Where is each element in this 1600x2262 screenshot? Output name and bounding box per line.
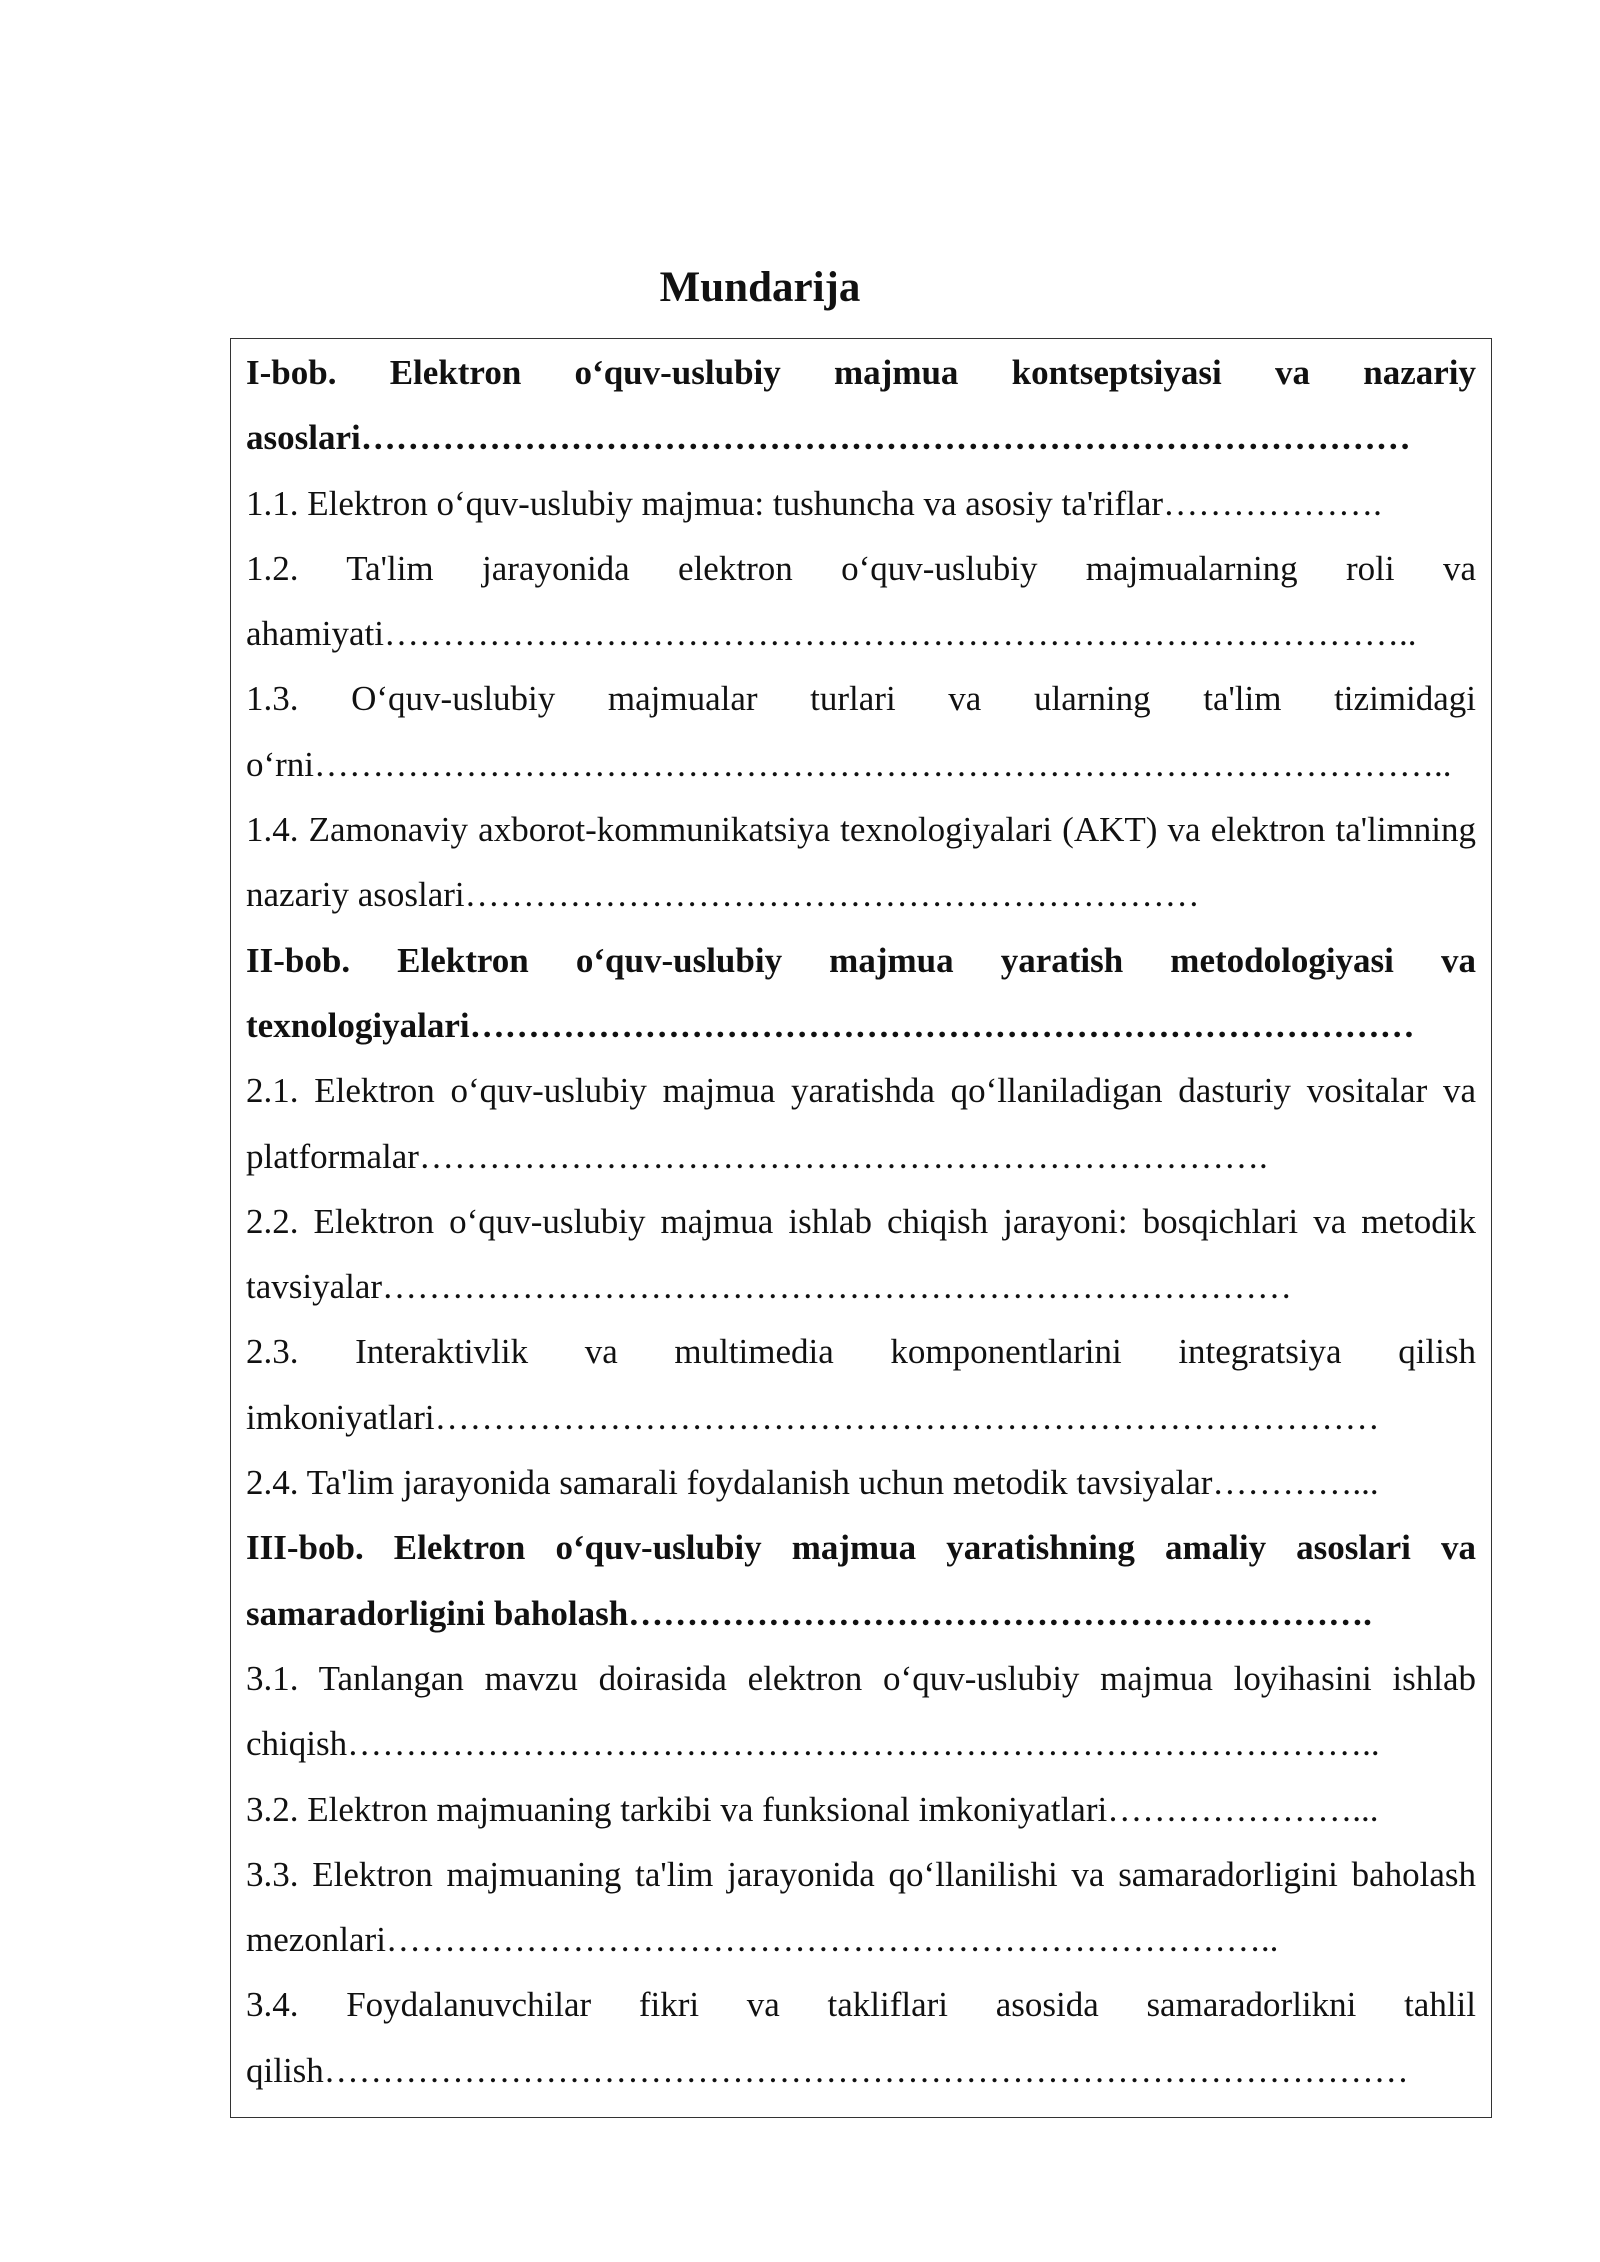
table-of-contents-box <box>230 338 1492 2118</box>
page-title: Mundarija <box>659 264 861 311</box>
toc-section-1-2: 1.2. Ta'lim jarayonida elektron o‘quv-uslubiy majmualarning roli va ahamiyati…………………………………………………………………………….. <box>246 548 1476 654</box>
toc-chapter-3: III-bob. Elektron o‘quv-uslubiy majmua yaratishning amaliy asoslari va samaradorligini baholash………………………………………………………. <box>246 1528 1476 1633</box>
toc-chapter-2: II-bob. Elektron o‘quv-uslubiy majmua yaratish metodologiyasi va texnologiyalari……………………………………………………………………… <box>246 940 1476 1045</box>
toc-section-2-4: 2.4. Ta'lim jarayonida samarali foydalanish uchun metodik tavsiyalar…………... <box>246 1463 1379 1503</box>
toc-section-2-1: 2.1. Elektron o‘quv-uslubiy majmua yaratishda qo‘llaniladigan dasturiy vositalar va platformalar………………………………………………………………. <box>246 1071 1476 1176</box>
toc-section-3-2: 3.2. Elektron majmuaning tarkibi va funksional imkoniyatlari…………………... <box>246 1789 1379 1829</box>
toc-chapter-1: I-bob. Elektron o‘quv-uslubiy majmua kontseptsiyasi va nazariy asoslari……………………………………………………………………………… <box>246 353 1476 458</box>
toc-section-1-3: 1.3. O‘quv-uslubiy majmualar turlari va ularning ta'lim tizimidagi o‘rni…………………………………………………………………………………….. <box>246 679 1476 784</box>
toc-section-2-2: 2.2. Elektron o‘quv-uslubiy majmua ishlab chiqish jarayoni: bosqichlari va metodik tavsiyalar…………………………………………………………………… <box>246 1201 1476 1307</box>
toc-section-1-4: 1.4. Zamonaviy axborot-kommunikatsiya texnologiyalari (AKT) va elektron ta'limning nazariy asoslari……………………………………………………… <box>246 810 1476 915</box>
toc-section-1-1: 1.1. Elektron o‘quv-uslubiy majmua: tushuncha va asosiy ta'riflar………………. <box>246 483 1382 523</box>
toc-list <box>246 340 1476 2103</box>
toc-section-2-3: 2.3. Interaktivlik va multimedia komponentlarini integratsiya qilish imkoniyatlari……………………………………………………………………… <box>246 1332 1476 1437</box>
toc-section-3-1: 3.1. Tanlangan mavzu doirasida elektron o‘quv-uslubiy majmua loyihasini ishlab chiqish…………………………………………………………………………….. <box>246 1658 1476 1764</box>
toc-section-3-3: 3.3. Elektron majmuaning ta'lim jarayonida qo‘llanilishi va samaradorligini baholash mezonlari………………………………………………………………….. <box>246 1854 1476 1960</box>
toc-section-3-4: 3.4. Foydalanuvchilar fikri va takliflari asosida samaradorlikni tahlil qilish………………………………………………………………………………… <box>246 1985 1476 2090</box>
